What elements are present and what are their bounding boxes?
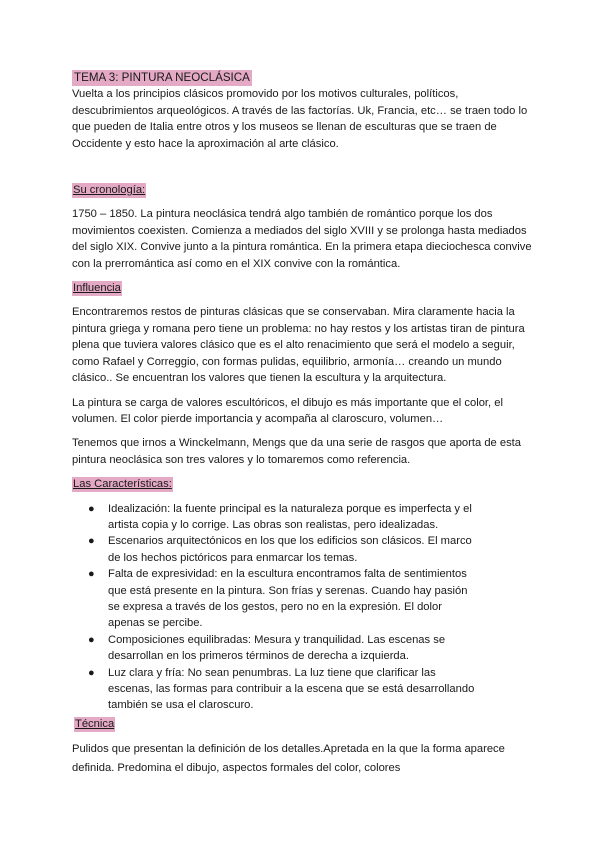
tecnica-paragraph: Pulidos que presentan la definición de los detalles.Apretada en la que la forma aparece definida. Predomina el dibujo, aspectos formales del color, colores	[72, 743, 505, 774]
bullet-icon: ●	[88, 502, 95, 515]
page-title: TEMA 3: PINTURA NEOCLÁSICA	[74, 71, 250, 84]
influencia-paragraph-1: Encontraremos restos de pinturas clásicas que se conservaban. Mira claramente hacia la pintura griega y romana pero tiene un problema: no hay restos y los artistas tiran de pintura plena que tuviera valores clásico que es el alto renacimiento que será el modelo a seguir, como Rafael y Correggio, con formas pulidas, equilibrio, armonía… creando un mundo clásico.. Se encuentran los valores que tienen la escultura y la arquitectura.	[72, 306, 525, 385]
list-item	[72, 665, 478, 714]
list-item	[72, 566, 478, 632]
list-item-text: Falta de expresividad: en la escultura encontramos falta de sentimientos que está presente en la pintura. Son frías y serenas. Cuando hay pasión se expresa a través de los gestos, pero no en la expresión. El dolor apenas se percibe.	[108, 568, 468, 630]
tecnica-heading: Técnica	[75, 717, 115, 730]
cronologia-paragraph: 1750 – 1850. La pintura neoclásica tendrá algo también de romántico porque los dos movimientos coexisten. Comienza a mediados del siglo XVIII y se prolonga hasta mediados del siglo XIX. Convive junto a la pintura romántica. En la primera etapa dieciochesca convive con la prerromántica así como en el XIX convive con la romántica.	[72, 208, 532, 270]
bullet-icon: ●	[88, 666, 95, 679]
influencia-heading: Influencia	[73, 282, 121, 295]
list-item-text: Luz clara y fría: No sean penumbras. La luz tiene que clarificar las escenas, las formas para contribuir a la escena que se está desarrollando también se usa el claroscuro.	[108, 666, 475, 712]
bullet-icon: ●	[88, 633, 95, 646]
list-item	[72, 501, 478, 534]
list-item-text: Escenarios arquitectónicos en los que los edificios son clásicos. El marco de los hechos pictóricos para enmarcar los temas.	[108, 535, 472, 564]
list-item-text: Idealización: la fuente principal es la naturaleza porque es imperfecta y el artista copia y lo corrige. Las obras son realistas, pero idealizadas.	[108, 502, 472, 531]
influencia-paragraph-3: Tenemos que irnos a Winckelmann, Mengs que da una serie de rasgos que aporta de esta pintura neoclásica son tres valores y lo tomaremos como referencia.	[72, 437, 522, 466]
bullet-icon: ●	[88, 568, 95, 581]
caracteristicas-heading: Las Características:	[73, 478, 172, 491]
intro-paragraph: Vuelta a los principios clásicos promovido por los motivos culturales, políticos, descubrimientos arqueológicos. A través de las factorías. Uk, Francia, etc… se traen todo lo que pueden de Italia entre otros y los museos se llenan de esculturas que se traen de Occidente y esto hace la aproximación al arte clásico.	[72, 88, 528, 150]
bullet-icon: ●	[88, 535, 95, 548]
list-item-text: Composiciones equilibradas: Mesura y tranquilidad. Las escenas se desarrollan en los primeros términos de derecha a izquierda.	[108, 633, 446, 663]
document-page	[72, 70, 542, 777]
list-item	[72, 533, 478, 566]
cronologia-heading: Su cronología:	[73, 184, 146, 197]
caracteristicas-list	[72, 501, 542, 714]
influencia-paragraph-2: La pintura se carga de valores escultóricos, el dibujo es más importante que el color, el volumen. El color pierde importancia y acompaña al claroscuro, volumen…	[72, 396, 503, 425]
list-item	[72, 632, 478, 665]
